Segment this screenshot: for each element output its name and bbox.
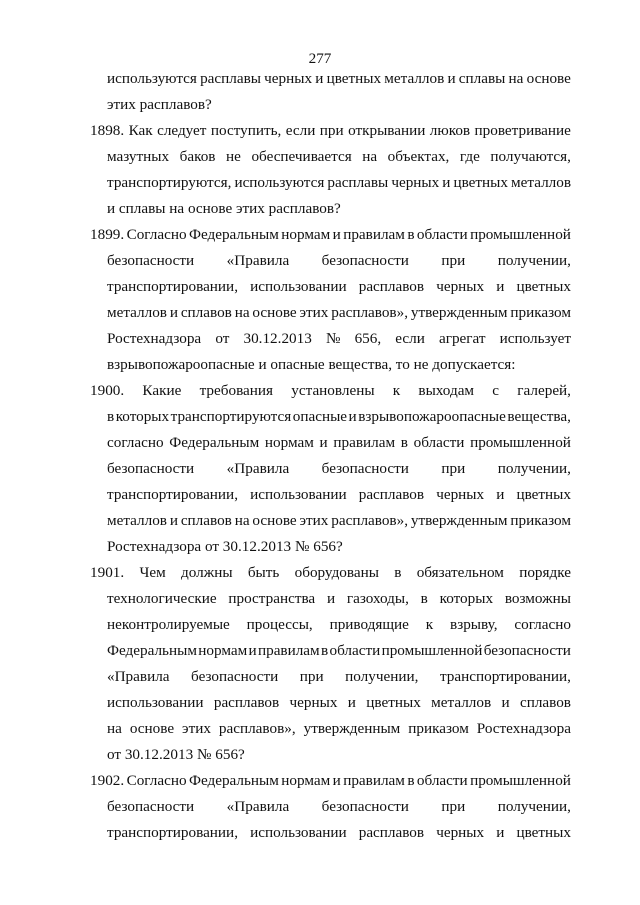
text-line: согласно Федеральным нормам и правилам в области промышленной — [107, 434, 571, 451]
text-line: транспортировании, использовании расплавов черных и цветных — [107, 824, 571, 841]
page-number: 277 — [308, 50, 332, 67]
text-line: безопасности «Правила безопасности при получении, — [107, 252, 571, 269]
text-line: «Правила безопасности при получении, транспортировании, — [107, 668, 571, 685]
text-line: этих расплавов? — [107, 96, 212, 113]
text-line: транспортируются, используются расплавы черных и цветных металлов — [107, 174, 571, 191]
question-first-line: 1902. Согласно Федеральным нормам и правилам в области промышленной — [90, 772, 571, 789]
text-line: безопасности «Правила безопасности при получении, — [107, 798, 571, 815]
text-line: Ростехнадзора от 30.12.2013 № 656, если агрегат использует — [107, 330, 571, 347]
question-first-line: 1899. Согласно Федеральным нормам и правилам в области промышленной — [90, 226, 571, 243]
question-first-line: 1900. Какие требования установлены к выходам с галерей, — [90, 382, 571, 399]
text-line: в которых транспортируются опасные и взрывопожароопасные вещества, — [107, 408, 571, 425]
text-line: Ростехнадзора от 30.12.2013 № 656? — [107, 538, 343, 555]
text-line: металлов и сплавов на основе этих расплавов», утвержденным приказом — [107, 512, 571, 529]
text-line: транспортировании, использовании расплавов черных и цветных — [107, 486, 571, 503]
question-first-line: 1898. Как следует поступить, если при открывании люков проветривание — [90, 122, 571, 139]
text-line: и сплавы на основе этих расплавов? — [107, 200, 341, 217]
text-line: использовании расплавов черных и цветных металлов и сплавов — [107, 694, 571, 711]
question-first-line: 1901. Чем должны быть оборудованы в обязательном порядке — [90, 564, 571, 581]
text-line: технологические пространства и газоходы, в которых возможны — [107, 590, 571, 607]
text-line: неконтролируемые процессы, приводящие к взрыву, согласно — [107, 616, 571, 633]
text-line: Федеральным нормам и правилам в области промышленной безопасности — [107, 642, 571, 659]
text-line: взрывопожароопасные и опасные вещества, то не допускается: — [107, 356, 516, 373]
text-line: используются расплавы черных и цветных металлов и сплавы на основе — [107, 70, 571, 87]
text-line: от 30.12.2013 № 656? — [107, 746, 245, 763]
text-line: транспортировании, использовании расплавов черных и цветных — [107, 278, 571, 295]
text-line: металлов и сплавов на основе этих расплавов», утвержденным приказом — [107, 304, 571, 321]
text-line: безопасности «Правила безопасности при получении, — [107, 460, 571, 477]
text-line: на основе этих расплавов», утвержденным приказом Ростехнадзора — [107, 720, 571, 737]
text-line: мазутных баков не обеспечивается на объектах, где получаются, — [107, 148, 571, 165]
